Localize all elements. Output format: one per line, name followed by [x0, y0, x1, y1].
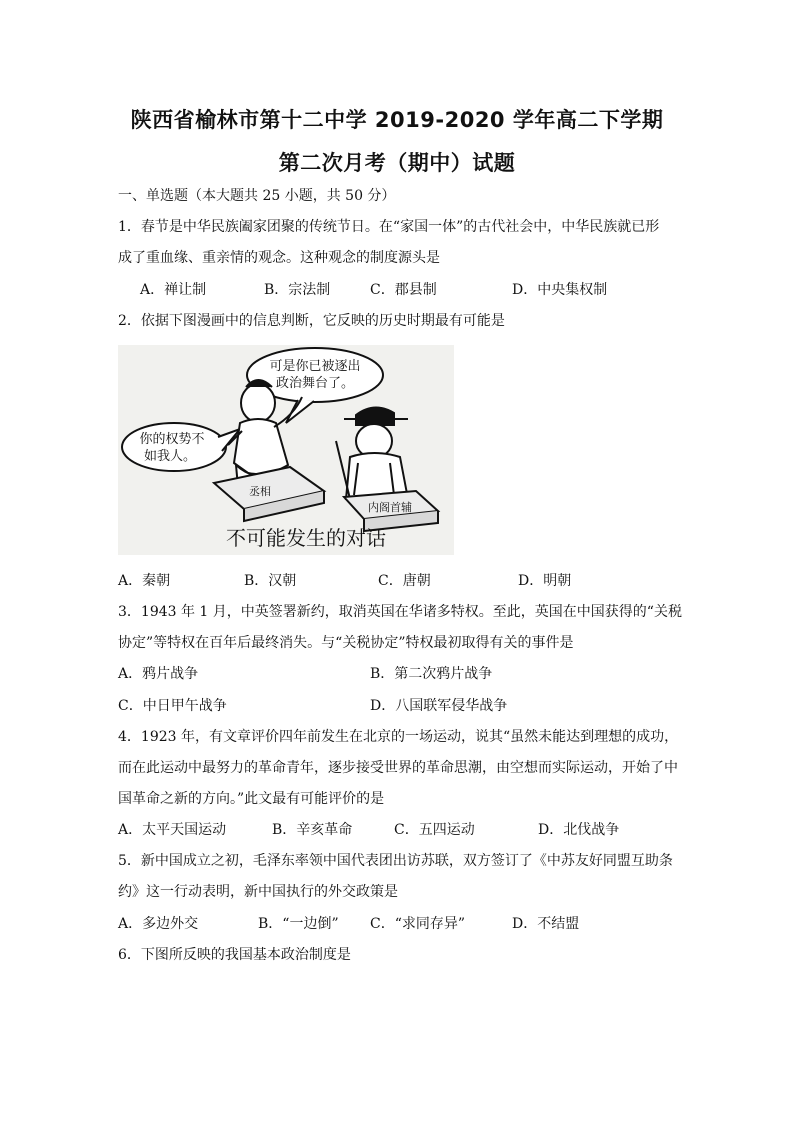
question-3-option-c: C．中日甲午战争 [118, 698, 227, 714]
question-4-option-b: B．辛亥革命 [272, 822, 353, 838]
grand-secretary-figure [336, 407, 408, 499]
section-heading: 一、单选题（本大题共 25 小题，共 50 分） [118, 188, 396, 204]
bubble-left-line-1: 你的权势不 [139, 432, 205, 447]
question-6-line-1: 6．下图所反映的我国基本政治制度是 [118, 947, 351, 963]
bubble-right-line-2: 政治舞台了。 [275, 376, 355, 391]
question-1-option-a: A．禅让制 [140, 282, 207, 298]
question-2-option-d: D．明朝 [518, 573, 572, 589]
plaque-left-label: 丞相 [249, 485, 271, 498]
question-5-option-d: D．不结盟 [512, 916, 580, 932]
question-1-line-2: 成了重血缘、重亲情的观念。这种观念的制度源头是 [118, 250, 440, 266]
question-3-line-1: 3．1943 年 1 月，中英签署新约，取消英国在华诸多特权。至此，英国在中国获得的“关税 [118, 604, 682, 620]
history-cartoon [118, 345, 454, 555]
cartoon-caption: 不可能发生的对话 [226, 526, 386, 550]
bubble-left-line-2: 如我人。 [143, 449, 197, 464]
question-3-option-d: D．八国联军侵华战争 [370, 698, 508, 714]
question-4-option-a: A．太平天国运动 [118, 822, 227, 838]
question-5-line-1: 5．新中国成立之初，毛泽东率领中国代表团出访苏联，双方签订了《中苏友好同盟互助条 [118, 853, 673, 869]
question-5-option-b: B．“一边倒” [258, 916, 339, 932]
question-3-option-a: A．鸦片战争 [118, 666, 199, 682]
question-5-option-c: C．“求同存异” [370, 916, 466, 932]
question-2-line-1: 2．依据下图漫画中的信息判断，它反映的历史时期最有可能是 [118, 313, 505, 329]
question-1-option-b: B．宗法制 [264, 282, 331, 298]
question-2-option-b: B．汉朝 [244, 573, 297, 589]
question-4-option-c: C．五四运动 [394, 822, 475, 838]
plaque-grand-secretary [344, 491, 438, 531]
question-1-option-c: C．郡县制 [370, 282, 437, 298]
question-4-line-1: 4．1923 年，有文章评价四年前发生在北京的一场运动，说其“虽然未能达到理想的成功， [118, 729, 679, 745]
question-5-line-2: 约》这一行动表明，新中国执行的外交政策是 [118, 884, 398, 900]
question-1-option-d: D．中央集权制 [512, 282, 608, 298]
exam-title-line-1: 陕西省榆林市第十二中学 2019-2020 学年高二下学期 [130, 108, 664, 132]
bubble-right-line-1: 可是你已被逐出 [269, 359, 361, 374]
question-3-line-2: 协定”等特权在百年后最终消失。与“关税协定”特权最初取得有关的事件是 [118, 635, 574, 651]
question-5-option-a: A．多边外交 [118, 916, 199, 932]
question-2-option-a: A．秦朝 [118, 573, 171, 589]
plaque-chancellor [214, 467, 324, 521]
question-4-line-2: 而在此运动中最努力的革命青年，逐步接受世界的革命思潮，由空想而实际运动，开始了中 [118, 760, 678, 776]
question-3-option-b: B．第二次鸦片战争 [370, 666, 493, 682]
question-2-option-c: C．唐朝 [378, 573, 431, 589]
question-1-line-1: 1．春节是中华民族阖家团聚的传统节日。在“家国一体”的古代社会中，中华民族就已形 [118, 219, 660, 235]
question-4-option-d: D．北伐战争 [538, 822, 620, 838]
question-4-line-3: 国革命之新的方向。”此文最有可能评价的是 [118, 791, 385, 807]
exam-title-line-2: 第二次月考（期中）试题 [278, 151, 516, 175]
plaque-right-label: 内阁首辅 [368, 501, 412, 514]
